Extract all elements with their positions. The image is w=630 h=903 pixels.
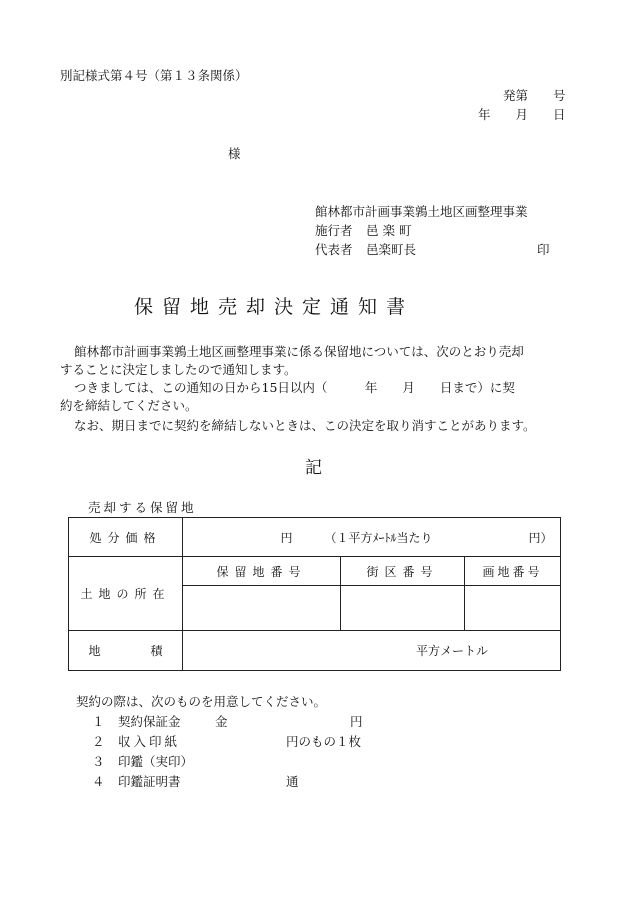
sender-executor: 邑 楽 町 [366,223,412,238]
issue-number: 発第 号 [503,88,566,103]
price-cell [183,518,561,557]
body-line-4: 約を締結してください。 [60,398,198,413]
price-yen: 円 [280,530,293,545]
sender-rep: 邑楽町長 [366,242,417,257]
body-line-1: 館林都市計画事業鶉土地区画整理事業に係る保留地については、次のとおり売却 [74,344,524,359]
sender-project: 館林都市計画事業鶉土地区画整理事業 [315,204,528,219]
price-label: 処分価格 [69,518,183,557]
item-no-4: ４ [92,774,105,789]
col-lot-no: 画地番号 [465,557,561,586]
contract-intro: 契約の際は、次のものを用意してください。 [76,694,327,709]
ki-heading: 記 [305,458,322,478]
issue-date: 年 月 日 [478,107,566,122]
table-row [69,518,561,557]
item-value-4: 通 [286,774,299,789]
area-label-a: 地 [88,644,101,658]
location-label: 土地の所在 [69,557,183,631]
item-no-1: １ [92,714,105,729]
area-label [69,631,183,671]
item-value-2: 円のもの１枚 [286,734,362,749]
item-label-2: 収入印紙 [118,734,181,749]
form-number: 別記様式第４号（第１３条関係） [60,68,248,83]
item-label-3: 印鑑（実印） [118,754,194,769]
table-row [69,631,561,671]
sender-rep-label: 代表者 [315,242,353,257]
item-mid-1: 金 [215,714,228,729]
area-unit: 平方メートル [183,631,561,671]
price-per-sqm: （１平方ﾒｰﾄﾙ当たり [324,530,433,545]
lot-no-value [465,586,561,631]
item-no-3: ３ [92,754,105,769]
property-table [68,517,561,671]
item-no-2: ２ [92,734,105,749]
body-line-2: することに決定しましたので通知します。 [60,362,297,377]
area-label-b: 積 [150,644,163,658]
table-row [69,557,561,586]
col-reserved-lot-no: 保留地番号 [183,557,341,586]
block-no-value [341,586,465,631]
col-block-no: 街区番号 [341,557,465,586]
seal-mark: 印 [537,242,550,257]
document-title: 保留地売却決定通知書 [134,296,415,318]
sender-executor-label: 施行者 [315,223,353,238]
body-line-5: なお、期日までに契約を締結しないときは、この決定を取り消すことがあります。 [74,418,536,433]
recipient-honorific: 様 [228,146,241,161]
reserved-lot-no-value [183,586,341,631]
item-label-1: 契約保証金 [118,714,181,729]
item-label-4: 印鑑証明書 [118,774,181,789]
body-line-3: つきましては、この通知の日から15日以内（ 年 月 日まで）に契 [74,380,515,395]
table-caption: 売却する保留地 [88,500,197,515]
price-per-sqm-yen: 円） [528,530,553,545]
item-value-1: 円 [350,714,363,729]
